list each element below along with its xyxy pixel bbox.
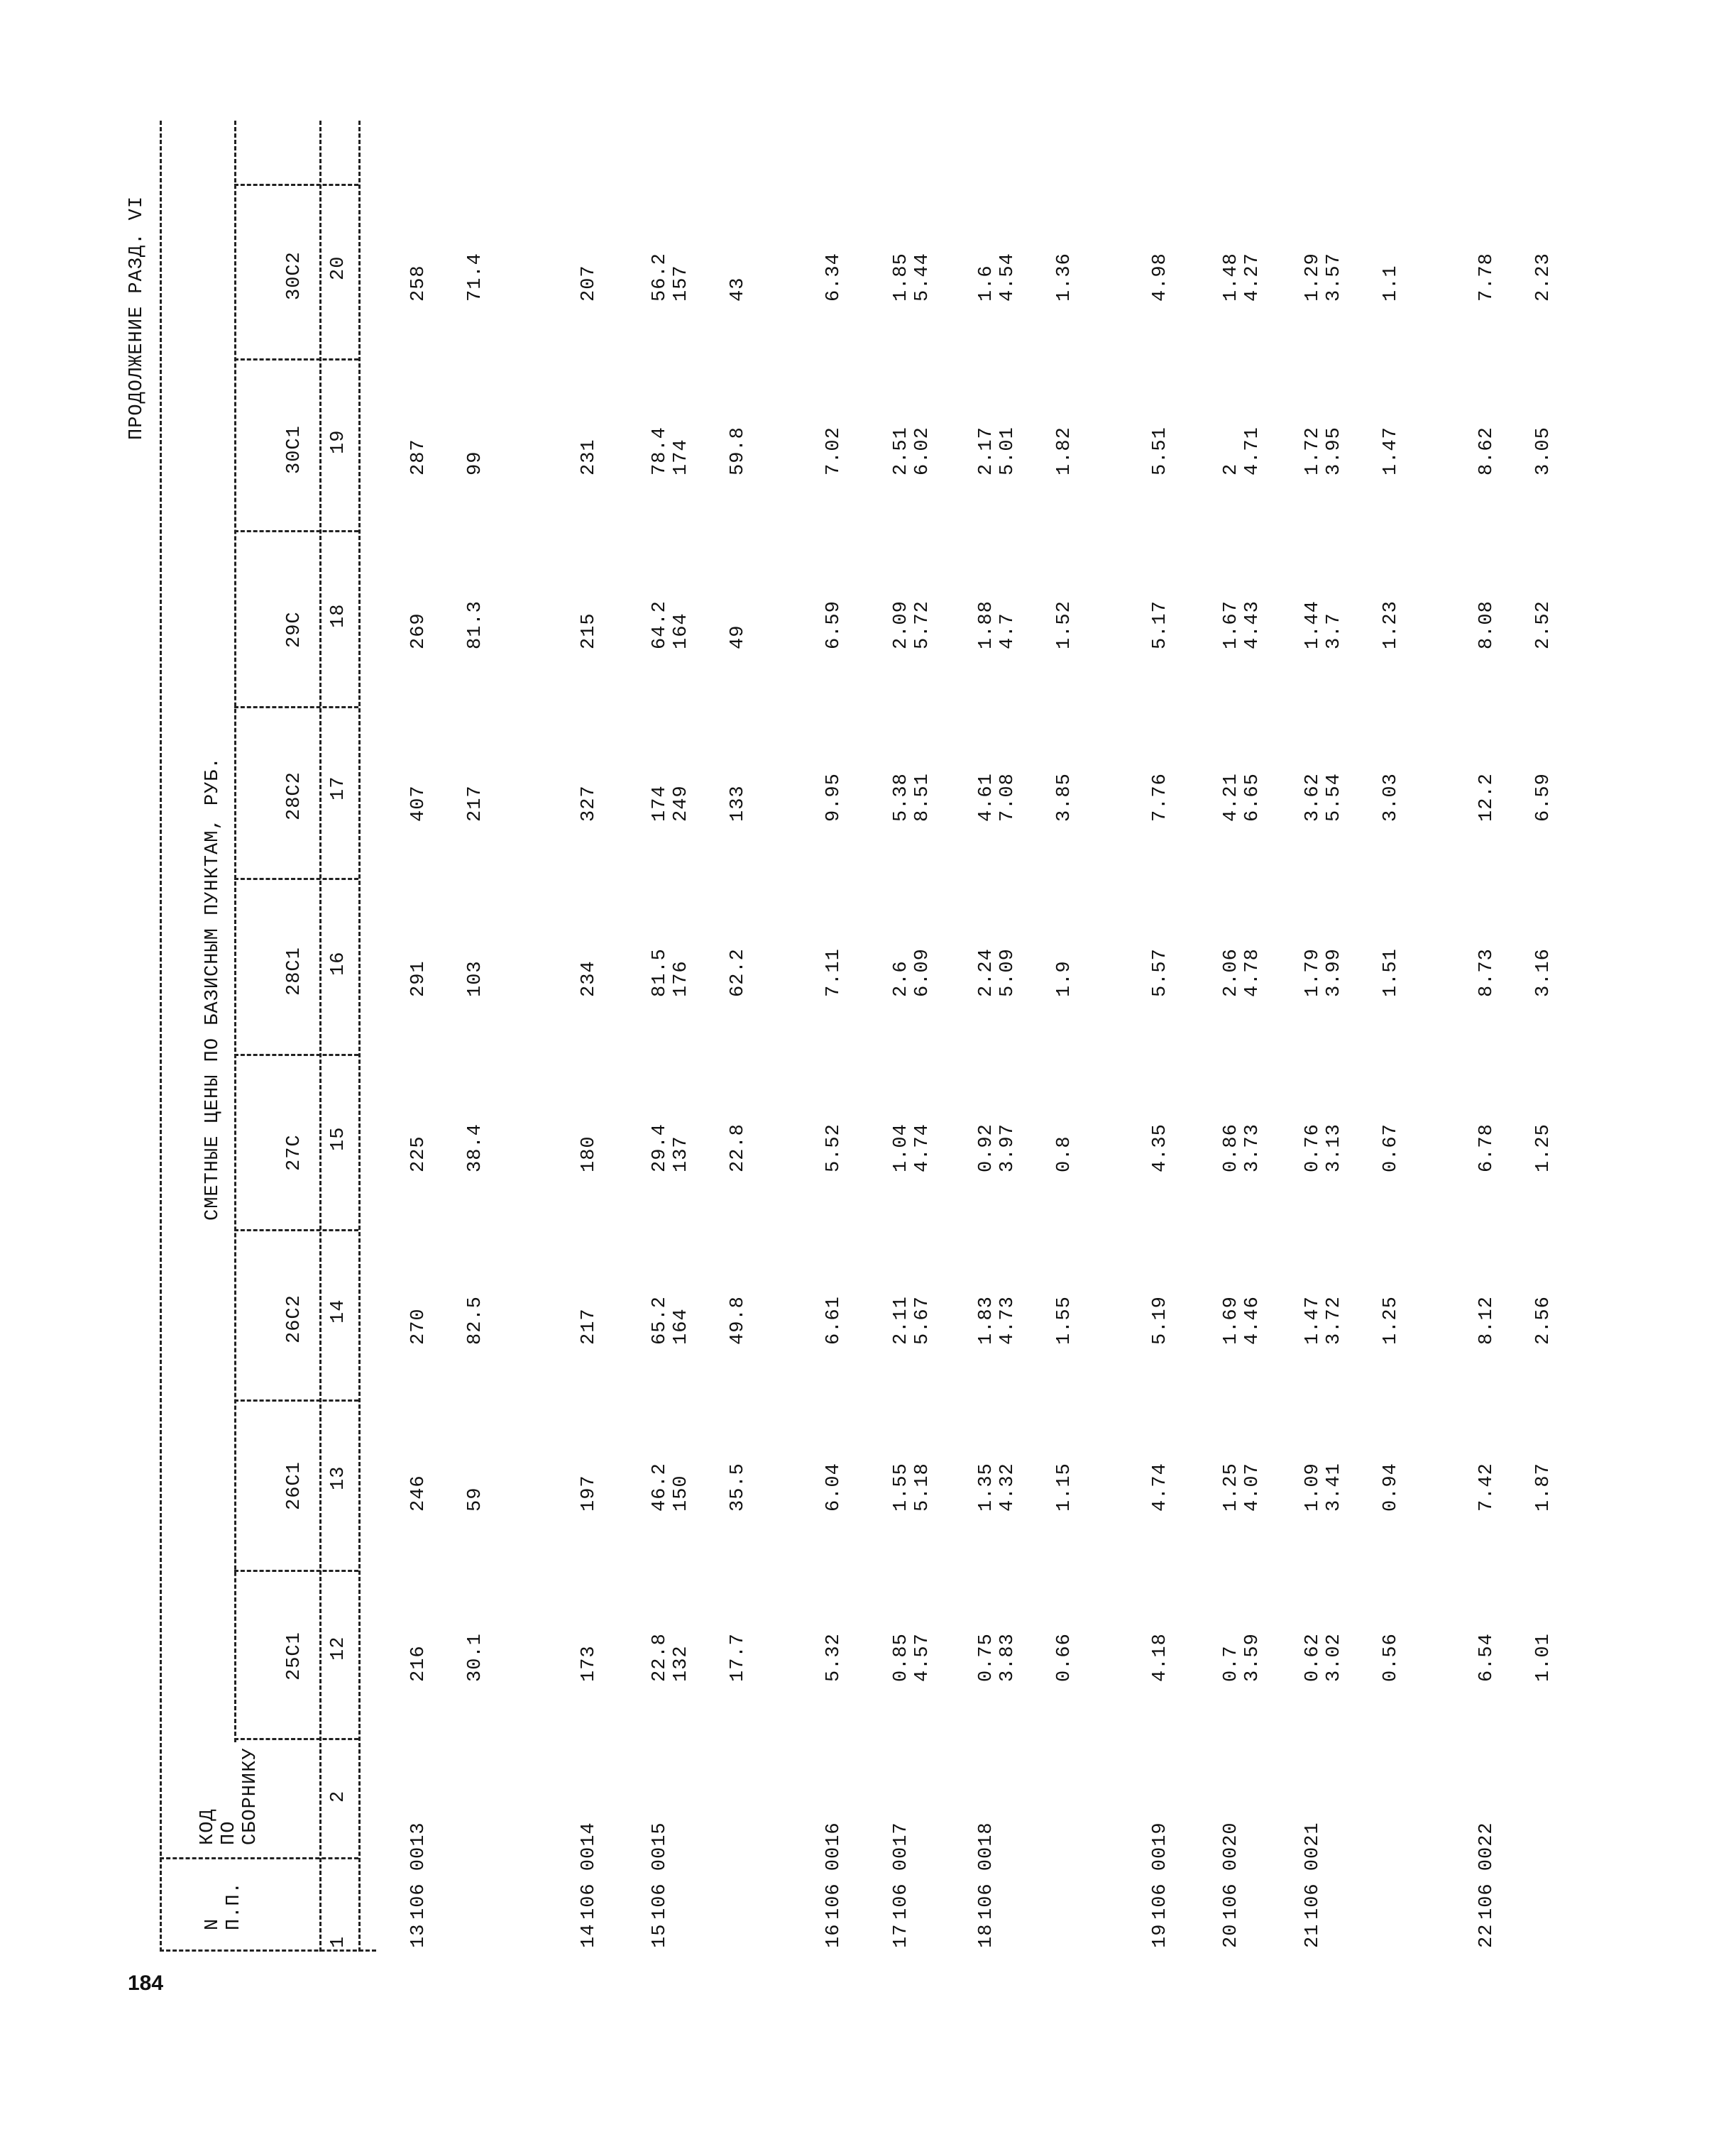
price-value: 5.19 [1150,1296,1171,1345]
price-value: 132 [671,1645,692,1682]
column-header: 25С1 [284,1632,305,1681]
page-continuation: ПРОДОЛЖЕНИЕ РАЗД. VI [126,195,148,440]
price-value: 3.41 [1324,1463,1345,1512]
column-number: 19 [328,429,349,454]
price-value: 2.23 [1533,253,1554,302]
row-code: 106 0016 [823,1822,845,1920]
price-value: 6.54 [1476,1633,1498,1682]
price-value: 81.5 [649,948,671,997]
price-value: 4.35 [1150,1123,1171,1172]
price-value: 5.32 [823,1633,845,1682]
price-value: 3.85 [1054,773,1075,822]
price-value: 7.11 [823,948,845,997]
price-value: 1.04 [891,1123,912,1172]
price-value: 103 [465,960,486,997]
price-value: 7.78 [1476,253,1498,302]
price-value: 1.9 [1054,960,1075,997]
price-value: 0.85 [891,1633,912,1682]
price-value: 8.08 [1476,600,1498,649]
rule-left [160,1949,376,1952]
row-number: 13 [408,1923,429,1948]
rule-col [234,1399,358,1402]
header-code-label: ПО [219,1820,240,1845]
price-value: 1.85 [891,253,912,302]
price-value: 4.78 [1242,948,1263,997]
price-value: 4.18 [1150,1633,1171,1682]
price-value: 6.59 [823,600,845,649]
price-value: 4.54 [997,253,1018,302]
price-value: 0.76 [1302,1123,1324,1172]
column-number: 17 [328,776,349,801]
price-value: 1.88 [976,600,997,649]
price-value: 5.51 [1150,427,1171,475]
row-number: 20 [1221,1923,1242,1948]
price-value: 49.8 [727,1296,749,1345]
row-number: 17 [891,1923,912,1948]
price-value: 3.83 [997,1633,1018,1682]
header-prices-label: СМЕТНЫЕ ЦЕНЫ ПО БАЗИСНЫМ ПУНКТАМ, РУБ. [202,757,224,1221]
price-value: 6.02 [912,427,933,475]
price-value: 249 [671,785,692,822]
column-header: 30С2 [284,251,305,300]
price-value: 234 [578,960,600,997]
price-value: 2.24 [976,948,997,997]
price-value: 82.5 [465,1296,486,1345]
price-value: 8.73 [1476,948,1498,997]
price-value: 5.38 [891,773,912,822]
price-value: 2.17 [976,427,997,475]
price-value: 137 [671,1135,692,1172]
price-value: 71.4 [465,253,486,302]
price-value: 164 [671,612,692,649]
price-value: 2.51 [891,427,912,475]
price-value: 4.74 [1150,1463,1171,1512]
price-value: 1.55 [891,1463,912,1512]
price-value: 2.09 [891,600,912,649]
price-value: 59 [465,1487,486,1512]
price-value: 231 [578,439,600,475]
price-value: 1.79 [1302,948,1324,997]
price-value: 3.72 [1324,1296,1345,1345]
price-value: 1.35 [976,1463,997,1512]
price-value: 0.8 [1054,1135,1075,1172]
price-value: 38.4 [465,1123,486,1172]
price-value: 1.23 [1380,600,1402,649]
price-value: 17.7 [727,1633,749,1682]
price-value: 0.62 [1302,1633,1324,1682]
price-value: 59.8 [727,427,749,475]
column-number: 16 [328,951,349,976]
price-value: 3.13 [1324,1123,1345,1172]
price-value: 3.97 [997,1123,1018,1172]
price-value: 2.56 [1533,1296,1554,1345]
price-value: 291 [408,960,429,997]
price-value: 22.8 [727,1123,749,1172]
row-code: 106 0015 [649,1822,671,1920]
row-code: 106 0022 [1476,1822,1498,1920]
price-value: 1.82 [1054,427,1075,475]
price-value: 3.73 [1242,1123,1263,1172]
price-value: 9.95 [823,773,845,822]
price-value: 3.7 [1324,612,1345,649]
row-code: 106 0019 [1150,1822,1171,1920]
price-value: 2.6 [891,960,912,997]
price-value: 1.72 [1302,427,1324,475]
price-value: 5.01 [997,427,1018,475]
row-number: 15 [649,1923,671,1948]
price-value: 4.07 [1242,1463,1263,1512]
price-value: 1.48 [1221,253,1242,302]
price-value: 3.05 [1533,427,1554,475]
price-value: 176 [671,960,692,997]
price-value: 49 [727,625,749,649]
price-value: 29.4 [649,1123,671,1172]
price-value: 3.16 [1533,948,1554,997]
price-value: 258 [408,265,429,302]
column-header: 29С [284,611,305,648]
price-value: 4.98 [1150,253,1171,302]
price-value: 1.83 [976,1296,997,1345]
price-value: 1.69 [1221,1296,1242,1345]
price-value: 4.61 [976,773,997,822]
price-value: 270 [408,1308,429,1345]
price-value: 1.67 [1221,600,1242,649]
price-value: 1.25 [1380,1296,1402,1345]
price-value: 3.59 [1242,1633,1263,1682]
price-value: 6.59 [1533,773,1554,822]
price-value: 174 [671,439,692,475]
rule-col [234,1570,358,1572]
column-header: 27С [284,1134,305,1171]
row-number: 16 [823,1923,845,1948]
price-value: 6.61 [823,1296,845,1345]
price-value: 217 [465,785,486,822]
price-value: 1.44 [1302,600,1324,649]
price-value: 407 [408,785,429,822]
rule-col [234,358,358,361]
price-value: 5.67 [912,1296,933,1345]
price-value: 46.2 [649,1463,671,1512]
row-code: 106 0017 [891,1822,912,1920]
price-value: 1.15 [1054,1463,1075,1512]
column-number: 13 [328,1465,349,1490]
price-value: 12.2 [1476,773,1498,822]
price-value: 6.34 [823,253,845,302]
price-value: 1.25 [1221,1463,1242,1512]
row-number: 18 [976,1923,997,1948]
price-value: 197 [578,1475,600,1512]
price-value: 4.57 [912,1633,933,1682]
row-code: 106 0020 [1221,1822,1242,1920]
price-value: 1.09 [1302,1463,1324,1512]
rule-header-bottom [319,121,322,1952]
price-value: 215 [578,612,600,649]
price-value: 43 [727,277,749,302]
price-value: 30.1 [465,1633,486,1682]
column-number: 18 [328,603,349,628]
price-value: 4.32 [997,1463,1018,1512]
price-value: 8.62 [1476,427,1498,475]
rule-colnum-bottom [358,121,361,1952]
price-value: 2 [1221,463,1242,475]
price-value: 0.75 [976,1633,997,1682]
row-code: 106 0014 [578,1822,600,1920]
price-value: 4.73 [997,1296,1018,1345]
row-code: 106 0021 [1302,1822,1324,1920]
price-value: 6.09 [912,948,933,997]
price-value: 4.74 [912,1123,933,1172]
price-value: 1.47 [1302,1296,1324,1345]
price-value: 62.2 [727,948,749,997]
price-value: 0.67 [1380,1123,1402,1172]
price-value: 7.08 [997,773,1018,822]
column-header: 26С1 [284,1461,305,1510]
price-value: 1.47 [1380,427,1402,475]
price-value: 35.5 [727,1463,749,1512]
price-value: 0.92 [976,1123,997,1172]
rule-top [160,121,162,1952]
price-value: 0.66 [1054,1633,1075,1682]
price-value: 164 [671,1308,692,1345]
price-value: 56.2 [649,253,671,302]
price-value: 1.29 [1302,253,1324,302]
price-value: 1.01 [1533,1633,1554,1682]
price-value: 78.4 [649,427,671,475]
price-value: 3.99 [1324,948,1345,997]
row-code: 106 0013 [408,1822,429,1920]
column-number: 2 [328,1790,349,1803]
price-value: 1.51 [1380,948,1402,997]
column-number: 12 [328,1636,349,1661]
header-code-label: КОД [197,1808,219,1845]
price-value: 1.6 [976,265,997,302]
price-value: 5.44 [912,253,933,302]
price-value: 4.43 [1242,600,1263,649]
price-value: 3.02 [1324,1633,1345,1682]
column-number: 20 [328,255,349,280]
price-value: 5.09 [997,948,1018,997]
price-value: 81.3 [465,600,486,649]
price-value: 4.27 [1242,253,1263,302]
price-value: 157 [671,265,692,302]
price-value: 1.36 [1054,253,1075,302]
column-header: 28С2 [284,771,305,820]
price-value: 269 [408,612,429,649]
price-value: 6.78 [1476,1123,1498,1172]
price-value: 174 [649,785,671,822]
rule-col [234,530,358,532]
price-value: 3.62 [1302,773,1324,822]
price-value: 0.94 [1380,1463,1402,1512]
rule-col [234,878,358,880]
row-number: 19 [1150,1923,1171,1948]
price-value: 1.87 [1533,1463,1554,1512]
price-value: 99 [465,451,486,475]
price-value: 4.71 [1242,427,1263,475]
rule-col [234,1054,358,1056]
price-value: 133 [727,785,749,822]
price-value: 2.52 [1533,600,1554,649]
price-value: 3.03 [1380,773,1402,822]
price-value: 4.21 [1221,773,1242,822]
rule-col [234,1229,358,1231]
rule-col [234,184,358,186]
price-value: 7.42 [1476,1463,1498,1512]
price-value: 1.52 [1054,600,1075,649]
price-value: 327 [578,785,600,822]
price-value: 207 [578,265,600,302]
price-value: 180 [578,1135,600,1172]
price-value: 4.7 [997,612,1018,649]
column-number: 1 [328,1935,349,1948]
rule-col-num [160,1857,358,1859]
price-value: 1.55 [1054,1296,1075,1345]
rule-col [234,706,358,708]
price-value: 3.95 [1324,427,1345,475]
price-value: 7.02 [823,427,845,475]
row-number: 14 [578,1923,600,1948]
column-header: 28С1 [284,947,305,996]
price-value: 22.8 [649,1633,671,1682]
header-code-label: СБОРНИКУ [240,1747,261,1845]
price-value: 8.51 [912,773,933,822]
row-code: 106 0018 [976,1822,997,1920]
header-num-label: П.П. [224,1881,245,1930]
price-value: 216 [408,1645,429,1682]
price-value: 6.04 [823,1463,845,1512]
price-value: 2.06 [1221,948,1242,997]
price-value: 0.56 [1380,1633,1402,1682]
price-value: 5.52 [823,1123,845,1172]
price-value: 0.86 [1221,1123,1242,1172]
price-value: 150 [671,1475,692,1512]
price-value: 6.65 [1242,773,1263,822]
price-value: 0.7 [1221,1645,1242,1682]
price-value: 225 [408,1135,429,1172]
column-number: 14 [328,1299,349,1324]
price-value: 287 [408,439,429,475]
price-value: 5.57 [1150,948,1171,997]
price-value: 5.18 [912,1463,933,1512]
price-value: 4.46 [1242,1296,1263,1345]
price-value: 65.2 [649,1296,671,1345]
price-value: 7.76 [1150,773,1171,822]
price-value: 246 [408,1475,429,1512]
price-value: 2.11 [891,1296,912,1345]
column-header: 26С2 [284,1294,305,1343]
price-value: 3.57 [1324,253,1345,302]
price-value: 5.54 [1324,773,1345,822]
rule-col [234,1738,358,1740]
price-value: 173 [578,1645,600,1682]
price-value: 1.25 [1533,1123,1554,1172]
row-number: 21 [1302,1923,1324,1948]
rule-header-sub [234,121,236,1742]
header-num-label: N [202,1918,224,1930]
price-value: 5.17 [1150,600,1171,649]
price-value: 1.1 [1380,265,1402,302]
price-value: 64.2 [649,600,671,649]
price-value: 5.72 [912,600,933,649]
column-header: 30С1 [284,425,305,474]
price-value: 217 [578,1308,600,1345]
column-number: 15 [328,1126,349,1151]
row-number: 22 [1476,1923,1498,1948]
price-value: 8.12 [1476,1296,1498,1345]
page-number: 184 [128,1971,164,1995]
